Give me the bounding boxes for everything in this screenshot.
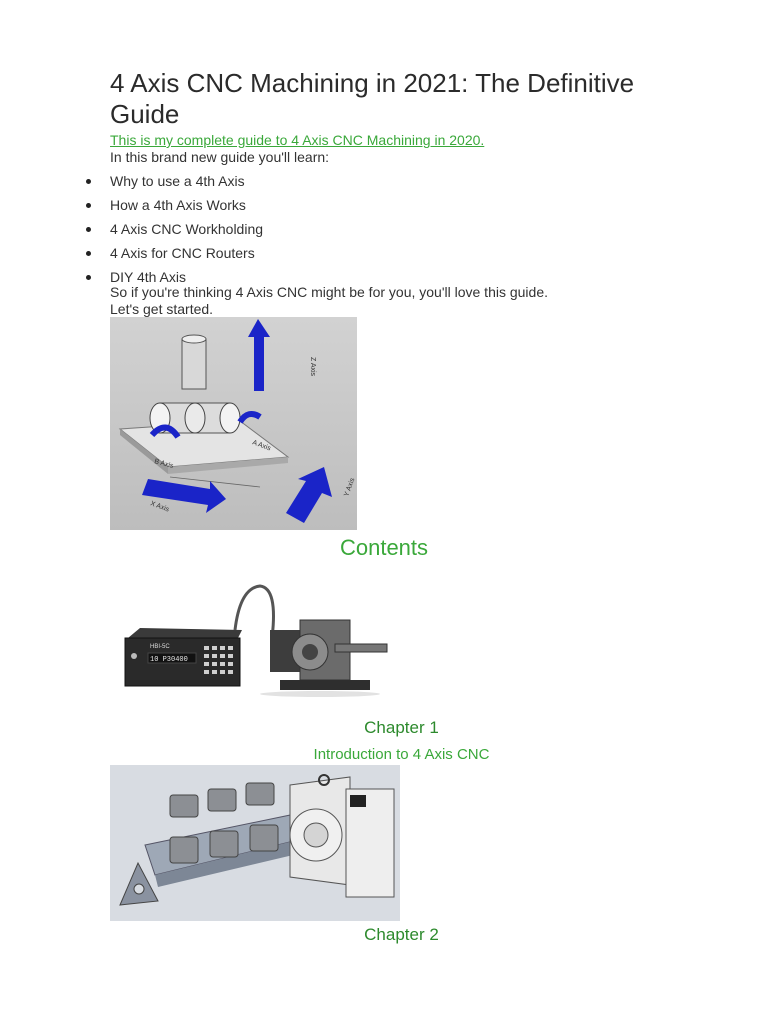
- closing-text: So if you're thinking 4 Axis CNC might be for you, you'll love this guide.: [110, 284, 549, 300]
- intro-link[interactable]: This is my complete guide to 4 Axis CNC Machining in 2020.: [110, 132, 485, 148]
- list-item: [82, 244, 263, 268]
- z-axis-label: Z Axis: [309, 357, 316, 377]
- b-axis-label: B Axis: [153, 458, 175, 470]
- list-item-label: How a 4th Axis Works: [110, 197, 246, 213]
- controller-brand: HBI-5C: [150, 644, 170, 650]
- page-title: 4 Axis CNC Machining in 2021: The Definitive Guide: [110, 68, 635, 129]
- controller-readout: 10 P30400: [150, 656, 188, 664]
- list-item: [82, 196, 263, 220]
- x-axis-label: X Axis: [149, 500, 170, 514]
- y-axis-label: Y Axis: [343, 477, 357, 498]
- list-item: [82, 172, 263, 196]
- chapter-1-label[interactable]: Chapter 1: [364, 718, 439, 737]
- bullet-icon: [86, 251, 91, 256]
- fourth-axis-fixture-image: [110, 765, 400, 921]
- contents-heading: Contents: [339, 535, 429, 560]
- chapter-2-label[interactable]: Chapter 2: [364, 925, 439, 944]
- closing-text-2: Let's get started.: [110, 301, 214, 317]
- a-axis-label: A Axis: [251, 439, 272, 453]
- intro-text: In this brand new guide you'll learn:: [110, 149, 330, 165]
- list-item-label: DIY 4th Axis: [110, 269, 187, 285]
- list-item-label: Why to use a 4th Axis: [110, 173, 245, 189]
- list-item-label: 4 Axis CNC Workholding: [110, 221, 264, 237]
- rotary-controller-image: [120, 580, 390, 700]
- bullet-icon: [86, 179, 91, 184]
- bullet-icon: [86, 275, 91, 280]
- axis-diagram-image: [110, 317, 357, 530]
- chapter-1-title[interactable]: Introduction to 4 Axis CNC: [313, 746, 490, 763]
- bullet-icon: [86, 203, 91, 208]
- bullet-icon: [86, 227, 91, 232]
- list-item: [82, 220, 263, 244]
- topics-list: [82, 172, 263, 292]
- list-item-label: 4 Axis for CNC Routers: [110, 245, 255, 261]
